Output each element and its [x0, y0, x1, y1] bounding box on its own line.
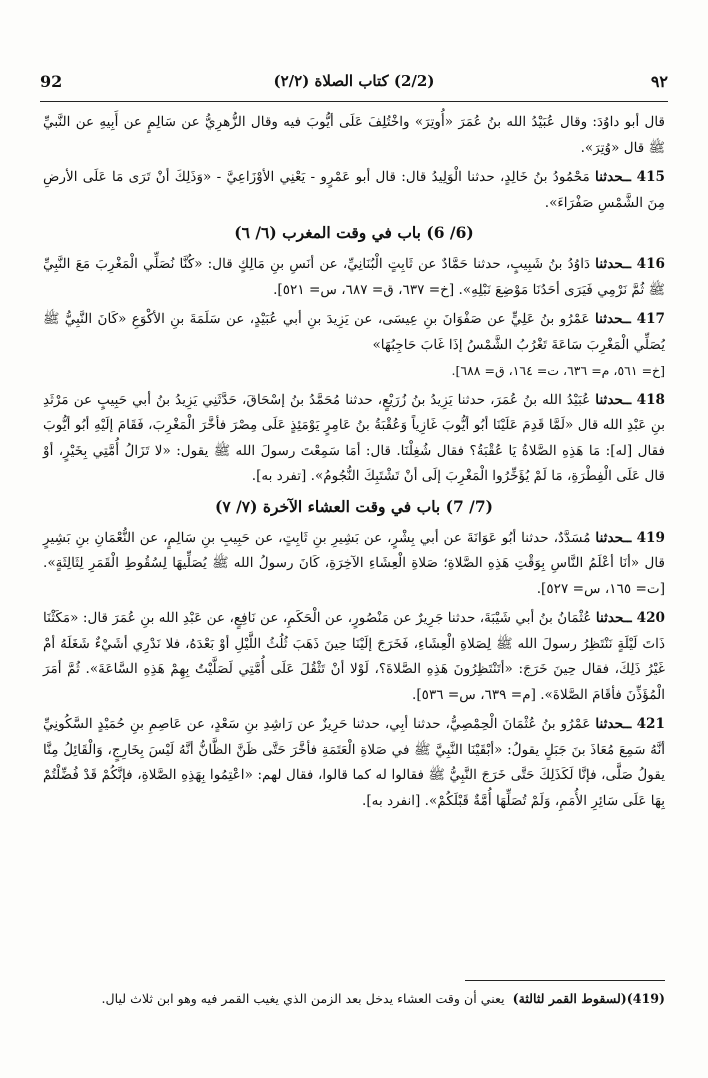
- hadith-number: 419 ــحدثنا: [595, 529, 665, 546]
- hadith-number: 418 ــحدثنا: [595, 391, 665, 408]
- chapter-heading: (7/ 7) باب في وقت العشاء الآخرة (٧/ ٧): [215, 496, 493, 516]
- hadith-paragraph: [43, 307, 665, 358]
- text-paragraph: [43, 110, 665, 161]
- hadith-text: دَاوُدُ بنُ شَبِيبٍ، حدثنا حَمَّادٌ عن ثَابِتٍ الْبُنَانِيِّ، عن أنَسِ بنِ مَالِكٍ قال: «كُنَّا نُصَلِّي الْمَغْرِبَ مَعَ النَّبِيِّ ﷺ ثُمَّ نَرْمِي فَيَرَى أحَدُنَا مَوْضِعَ نَبْلِهِ». [خ= ٦٣٧، ق= ٦٨٧، س= ٥٢١].: [43, 256, 665, 298]
- hadith-text: عُثْمَانُ بنُ أبي شَيْبَةَ، حدثنا جَرِيرٌ عن مَنْصُورٍ، عن الْحَكَمِ، عن نَافِعٍ، عن عَبْدِ الله بنِ عُمَرَ قال: «مَكَثْنَا ذَاتَ لَيْلَةٍ نَنْتَظِرُ رسولَ الله ﷺ لِصَلاةِ الْعِشَاءِ، فَخَرَجَ إلَيْنَا حِينَ ذَهَبَ ثُلُثُ اللَّيْلِ أوْ بَعْدَهُ، فلا نَدْرِي أشَيْءٌ شَغَلَهُ أمْ غَيْرُ ذَلِكَ، فقال حِينَ خَرَجَ: «أتَنْتَظِرُونَ هَذِهِ الصَّلاةَ؟، لَوْلا أنْ تَثْقُلَ عَلَى أُمَّتِي لَصَلَّيْتُ بِهِمْ هَذِهِ السَّاعَةَ». ثُمَّ أمَرَ الْمُؤَذِّنَ فأقَامَ الصَّلاةَ». [م= ٦٣٩، س= ٥٣٦].: [43, 610, 666, 703]
- hadith-paragraph: [43, 252, 665, 303]
- footnote-text: يعني أن وقت العشاء يدخل بعد الزمن الذي يغيب القمر فيه وهو ابن ثلاث ليال.: [101, 991, 505, 1006]
- page-body: [43, 110, 665, 814]
- footnote-rule: [465, 980, 665, 981]
- page-number-arabic: ٩٢: [650, 72, 668, 91]
- footnote: [43, 988, 665, 1010]
- footnote-number: (419): [626, 991, 665, 1006]
- hadith-reference: [خ= ٥٦١، م= ٦٣٦، ت= ١٦٤، ق= ٦٨٨].: [451, 363, 665, 378]
- hadith-text: عَمْرُو بنُ عُثْمَانَ الْحِمْصِيُّ، حدثنا أبِي، حدثنا حَرِيزٌ عن رَاشِدِ بنِ سَعْدٍ، عن عَاصِمِ بنِ حُمَيْدٍ السَّكُونِيِّ أنَّهُ سَمِعَ مُعَاذَ بنَ جَبَلٍ يقولُ: «أبْقَيْنَا النَّبِيَّ ﷺ في صَلاةِ الْعَتَمَةِ فأخَّرَ حَتَّى ظَنَّ الظَّانُّ أنَّهُ لَيْسَ بِخَارِجٍ، وَالْقَائِلُ مِنَّا يقولُ صَلَّى، فإنَّا لَكَذَلِكَ حَتَّى خَرَجَ النَّبِيُّ ﷺ فقالوا له كما قالوا، فقال لهم: «اعْتِمُوا بِهَذِهِ الصَّلاةِ، فإنَّكُمْ قَدْ فُضِّلْتُمْ بِهَا عَلَى سَائِرِ الأُمَمِ، وَلَمْ تُصَلِّهَا أُمَّةٌ قَبْلَكُمْ». [انفرد به].: [43, 716, 665, 809]
- hadith-number: 417 ــحدثنا: [594, 311, 665, 327]
- hadith-paragraph: [43, 388, 665, 490]
- running-title: (2/2) كتاب الصلاة (٢/٢): [273, 72, 435, 90]
- hadith-text: مُسَدَّدٌ، حدثنا أبُو عَوَانَةَ عن أبي بِشْرٍ، عن بَشِيرِ بنِ ثَابِتٍ، عن حَبِيبِ بنِ سَالِمٍ، عن النُّعْمَانِ بنِ بَشِيرٍ قال «أنَا أعْلَمُ النَّاسِ بِوَقْتِ هَذِهِ الصَّلاةِ؛ صَلاةِ الْعِشَاءِ الآخِرَةِ، كَانَ رسولُ الله ﷺ يُصَلِّيهَا لِسُقُوطِ الْقَمَرِ لِثَالِثَةٍ». [ت= ١٦٥، س= ٥٢٧].: [43, 529, 665, 597]
- hadith-paragraph: [43, 606, 665, 708]
- page-number-latin: 92: [40, 72, 63, 91]
- hadith-number: 420 ــحدثنا: [595, 610, 666, 626]
- chapter-heading: (6/ 6) باب في وقت المغرب (٦/ ٦): [234, 223, 474, 242]
- hadith-text: قال أبو داوُدَ: وقال عُبَيْدُ الله بنُ عُمَرَ «أُوتِرَ» واخْتُلِفَ عَلَى أيُّوبَ فيه وقال الزُّهرِيُّ عن سَالِمٍ عن أَبِيهِ عن النَّبيِّ ﷺ قال «وُتِرَ».: [43, 114, 665, 156]
- page-header: [40, 70, 668, 98]
- hadith-number: 416 ــحدثنا: [595, 256, 666, 272]
- hadith-text: عُبَيْدُ الله بنُ عُمَرَ، حدثنا يَزِيدُ بنُ زُرَيْعٍ، حدثنا مُحَمَّدُ بنُ إسْحَاقَ، حَدَّثَنِي يَزِيدُ بنُ أبي حَبِيبٍ عن مَرْثَدِ بنِ عَبْدِ الله قال «لَمَّا قَدِمَ عَلَيْنَا أبُو أيُّوبَ غَازِياً وَعُقْبَةُ بنُ عَامِرٍ يَوْمَئِذٍ عَلَى مِصْرَ فأخَّرَ الْمَغْرِبَ، فَقَامَ إلَيْهِ أبُو أيُّوبَ فقال [له]: مَا هَذِهِ الصَّلاةُ يَا عُقْبَةُ؟ فقال شُغِلْنَا. قال: أمَا سَمِعْتَ رسولَ الله ﷺ يقول: «لا تَزَالُ أُمَّتِي بِخَيْرٍ، أوْ قال عَلَى الْفِطْرَةِ، مَا لَمْ يُؤَخِّرُوا الْمَغْرِبَ إلَى أنْ تَشْتَبِكَ النُّجُومُ». [تفرد به].: [43, 391, 665, 484]
- header-rule: [40, 101, 668, 102]
- hadith-text: مَحْمُودُ بنُ خَالِدٍ، حدثنا الْوَلِيدُ قال: قال أبو عَمْرٍو - يَعْنِي الأوْزَاعِيَّ - «وَذَلِكَ أنْ تَرَى مَا عَلَى الأرضِ مِنَ الشَّمْسِ صَفْرَاءَ».: [43, 169, 665, 211]
- footnote-term: (لسقوط القمر لثالثة): [512, 991, 627, 1006]
- hadith-number: 421 ــحدثنا: [595, 716, 665, 732]
- hadith-number: 415 ــحدثنا: [595, 169, 665, 185]
- hadith-paragraph: [43, 526, 665, 603]
- hadith-paragraph: [43, 165, 665, 216]
- hadith-paragraph: [43, 712, 665, 814]
- hadith-text: عَمْرُو بنُ عَلِيٍّ عن صَفْوَانَ بنِ عِيسَى، عن يَزِيدَ بنِ أبي عُبَيْدٍ، عن سَلَمَةَ بنِ الأكْوَعِ «كَانَ النَّبِيُّ ﷺ يُصَلِّي الْمَغْرِبَ سَاعَةَ تَغْرُبُ الشَّمْسُ إذَا غَابَ حَاجِبُهَا»: [43, 311, 665, 353]
